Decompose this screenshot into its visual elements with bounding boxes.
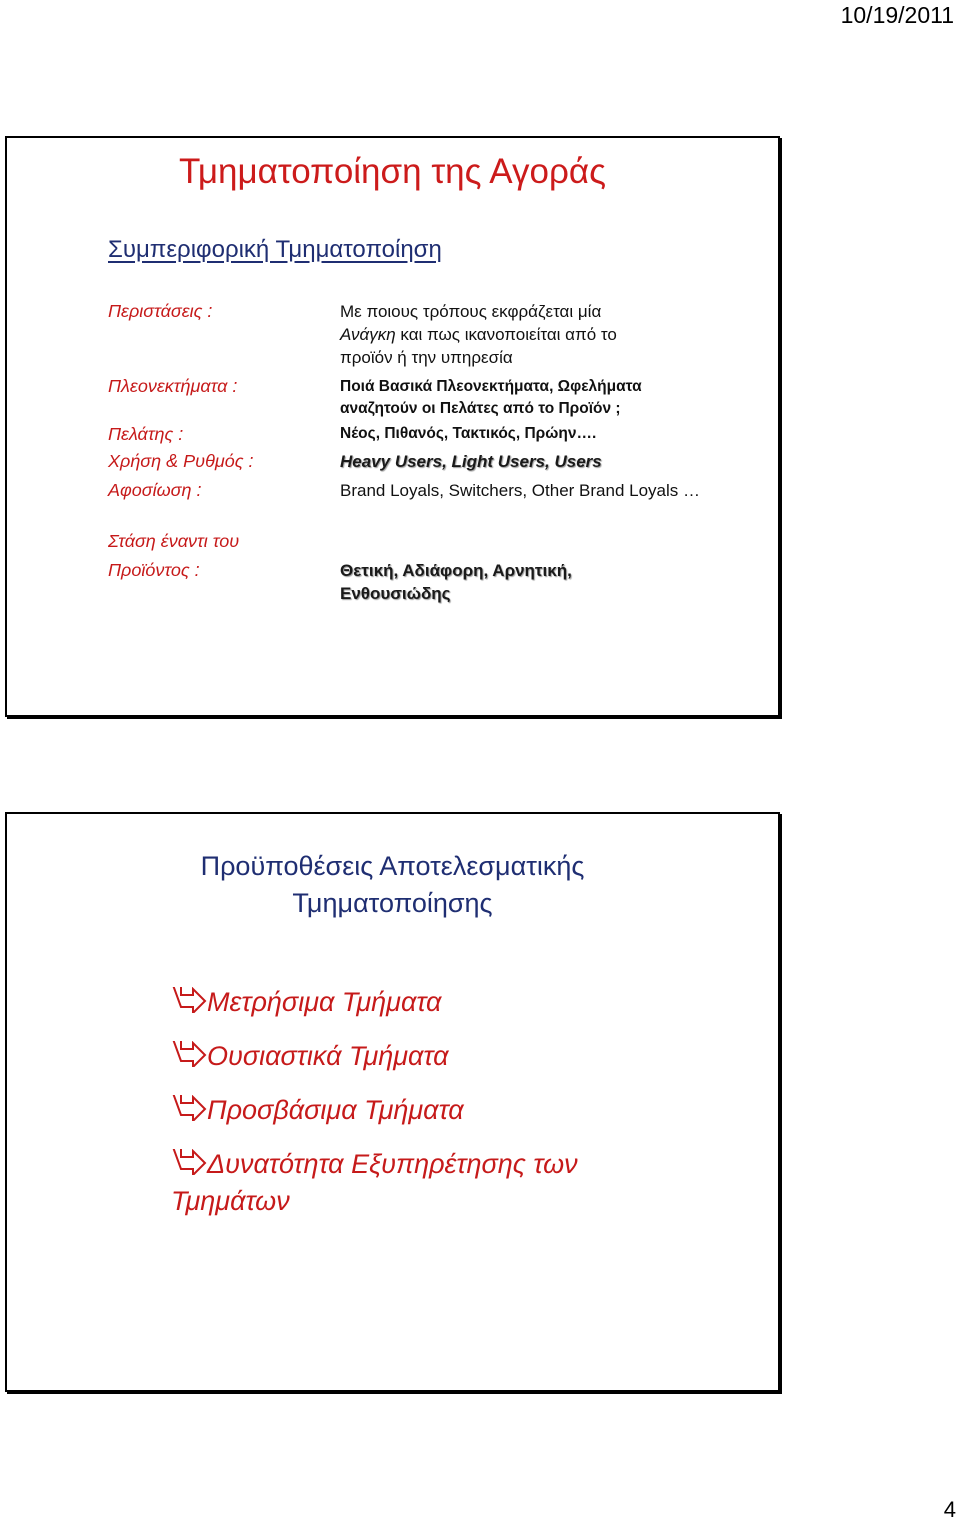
value-occasions-line2-rest: και πως ικανοποιείται από το [395,325,617,344]
bullet-text: Προσβάσιμα Τμήματα [207,1095,464,1125]
bullet-text: Δυνατότητα Εξυπηρέτησης των Τμημάτων [171,1149,578,1216]
hollow-arrow-icon [171,1095,207,1121]
page-date: 10/19/2011 [840,2,954,28]
list-item [171,1038,651,1075]
slide-title-text: Προϋποθέσεις Αποτελεσματικής Τμηματοποίησης [200,851,585,918]
value-occasions-line1: Με ποιους τρόπους εκφράζεται μία [340,302,602,321]
label-attitude-line2: Προϊόντος : [108,560,200,580]
page-number: 4 [943,1497,956,1522]
label-occasions: Περιστάσεις : [108,301,213,321]
label-loyalty: Αφοσίωση : [108,480,202,500]
prerequisites-list [171,984,651,1237]
hollow-arrow-icon [171,1149,207,1175]
value-benefits: Ποιά Βασικά Πλεονεκτήματα, Ωφελήματα αναζητούν οι Πελάτες από το Προϊόν ; [340,378,642,417]
slide-title: Τμηματοποίηση της Αγοράς [179,152,606,191]
value-occasions-line3: προϊόν ή την υπηρεσία [340,348,513,367]
list-item [171,984,651,1021]
label-benefits: Πλεονεκτήματα : [108,376,238,396]
value-attitude: Θετική, Αδιάφορη, Αρνητική, Ενθουσιώδης [340,561,572,603]
label-usage-rate: Χρήση & Ρυθμός : [108,451,254,471]
label-attitude [108,530,239,582]
label-customer: Πελάτης : [108,424,184,444]
hollow-arrow-icon [171,1041,207,1067]
value-occasions [340,300,740,369]
bullet-text: Μετρήσιμα Τμήματα [207,987,442,1017]
slide-title [7,848,778,922]
slide-segmentation-prerequisites [5,812,780,1392]
hollow-arrow-icon [171,987,207,1013]
list-item [171,1092,651,1129]
bullet-text: Ουσιαστικά Τμήματα [207,1041,449,1071]
value-occasions-need: Ανάγκη [340,325,396,344]
slide-subtitle: Συμπεριφορική Τμηματοποίηση [108,236,442,263]
label-attitude-line1: Στάση έναντι του [108,531,240,551]
value-customer: Νέος, Πιθανός, Τακτικός, Πρώην…. [340,425,597,442]
list-item [171,1146,611,1220]
value-loyalty: Brand Loyals, Switchers, Other Brand Loyals … [340,481,700,500]
slide-behavioral-segmentation [5,136,780,717]
value-occasions-line2 [340,323,740,346]
value-usage-rate: Heavy Users, Light Users, Users [340,452,602,471]
